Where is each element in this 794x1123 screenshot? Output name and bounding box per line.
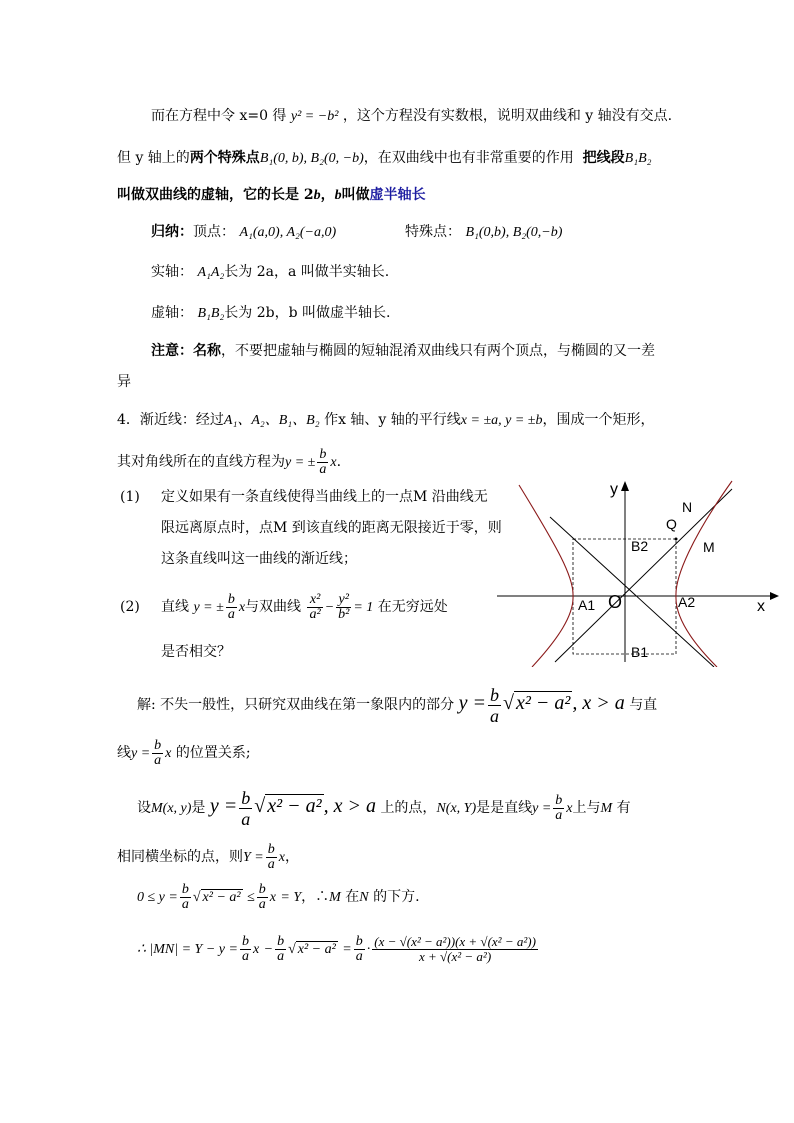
text: 是直线 [490,800,533,816]
text: . [336,454,342,470]
equation: y = ± [193,600,224,615]
text: 异 [117,374,131,390]
sqrt: x² − a² [202,890,241,905]
p2-line [161,585,448,630]
text: 叫做 [341,187,370,203]
equation: N(x, Y) [436,801,477,816]
label-n: N [682,499,693,515]
text: 线 [117,745,131,761]
label-a1: A1 [578,597,596,613]
bold-text: 两个特殊点 [189,150,260,166]
numerator: b [181,881,189,897]
text: 其对角线所在的直线方程为 [117,454,285,470]
numerator: b [227,591,235,607]
fraction [257,883,268,912]
fraction [240,935,251,964]
line-9 [117,410,654,431]
var: N [359,890,369,905]
equation: A₁(a,0), A₂(−a,0) [239,225,337,240]
var: b [313,188,321,203]
text: (2) [120,599,140,615]
text: 解: 不失一般性，只研究双曲线在第一象限内的部分 [137,697,455,713]
text: 的位置关系; [175,745,251,761]
line-3 [117,185,426,206]
denominator: a [319,461,327,477]
fraction [180,883,191,912]
var: x [566,801,573,816]
text: 长为 2b，b 叫做虚半轴长. [224,305,391,321]
sol-1: 解: 不失一般性，只研究双曲线在第一象限内的部分 y = $\frac{b}{a}$ √ x² − a² , x > a 与直 [137,684,658,726]
denominator: a [241,808,251,829]
fraction [488,685,501,726]
text: 是 [476,800,491,816]
line-4b [405,222,562,243]
equation: 0 ≤ y = [137,890,178,905]
text: 而在方程中令 x=0 得 [151,108,287,124]
text: ， [320,187,335,203]
label-a2: A2 [678,594,696,610]
label-x: x [757,598,765,615]
point-q [675,538,678,541]
equation: y = ± [285,455,316,470]
fraction [372,935,538,964]
equation: M(x, y) [151,801,192,816]
operator: · [366,942,371,957]
equation: y = [458,692,486,714]
text: 上的点， [380,800,437,816]
operator: = [342,942,352,957]
sol-4 [117,838,299,877]
equation: y² = −b² [290,109,339,124]
equation: B₁B₂ [197,306,225,321]
equation: Y = [243,850,264,865]
p2-l2 [161,642,231,662]
denominator: a [227,606,235,622]
numerator: b [154,737,162,753]
text: x 轴、y 轴的平行线 [338,412,461,428]
equation: B₁B₂ [624,151,652,166]
numerator: b [258,881,266,897]
numerator: b [241,933,249,949]
line-4 [151,222,336,243]
denominator: a [267,856,275,872]
p1-l3 [161,549,357,569]
line-5 [151,262,389,283]
text: 在无穷远处 [377,599,448,615]
text: 限远离原点时，点M 到该直线的距离无限接近于零，则 [161,520,502,536]
text: 设 [137,800,151,816]
equation: y = [532,801,552,816]
text: 相同横坐标的点，则 [117,849,243,865]
operator: − [263,942,274,957]
text: 直线 [161,599,189,615]
numerator: b [555,792,563,808]
denominator: a [490,705,499,726]
text: ，在双曲线中也有非常重要的作用 [363,150,574,166]
text: 是否相交？ [161,644,231,660]
var: x [165,746,172,761]
line-7 [151,341,655,361]
numerator: b [267,841,275,857]
sol-6: ∴ |MN| = Y − y = $\frac{b}{a}$ x − $\frac{b}{a}$ √ x² − a² = $\frac{b}{a}$ · $\frac{\text{(x − √(x² − a²))(x + √(x² − a²))}}{\text{x + √(x² − a²)}}$ [137,933,536,964]
equation: ∴ |MN| = Y − y = [137,942,238,957]
fraction [336,593,351,622]
var: M [600,801,613,816]
text: 实轴： [151,264,193,280]
var: x [278,850,285,865]
fraction [317,448,328,477]
sqrt: x² − a² [297,942,336,957]
equation: y = [131,746,151,761]
text: ，围成一个矩形， [542,412,655,428]
label-b1: B1 [631,644,649,660]
numerator: b [355,933,363,949]
label-m: M [703,539,715,555]
denominator: a [181,896,189,912]
text: 这条直线叫这一曲线的渐近线； [161,551,357,567]
var: M [329,890,341,905]
numerator: b [241,787,251,808]
sol-2 [117,734,251,773]
line-8 [117,372,131,392]
text: 虚轴： [151,305,193,321]
line-2 [117,148,652,169]
numerator: y² [336,593,351,608]
p2-num [120,597,140,617]
var: b [334,188,342,203]
var: x [238,600,246,615]
text: 顶点： [193,224,235,240]
fraction [152,739,163,768]
text: 与双曲线 [245,599,302,615]
fraction [226,593,237,622]
p1-l2 [161,518,502,538]
operator: − [324,600,335,615]
line-6 [151,303,390,324]
text: 特殊点： [405,224,461,240]
numerator: x² [307,593,322,608]
equation: y = [209,795,238,817]
fraction [266,843,277,872]
text: 有 [616,800,631,816]
condition: , x > a [323,795,376,817]
denominator: a [154,752,162,768]
text: 是 [191,800,206,816]
text: ，这个方程没有实数根，说明双曲线和 y 轴没有交点. [342,108,673,124]
label-o: O [608,592,623,612]
numerator: b [319,446,327,462]
equation: = Y [280,890,302,905]
denominator: a [355,948,363,964]
text: 与直 [629,697,658,713]
fraction [354,935,365,964]
denominator: a [241,948,249,964]
numerator: b [277,933,285,949]
blue-term: 虚半轴长 [369,187,426,203]
fraction [239,788,252,829]
text: 叫做双曲线的虚轴，它的长是 2 [117,187,314,203]
label-y: y [610,481,618,498]
operator: ≤ [247,890,255,905]
equation: B₁(0,b), B₂(0,−b) [465,225,563,240]
denominator: a [258,896,266,912]
bold-text: 归纳： [151,224,193,240]
text: ， [284,849,299,865]
bold-text: 把线段 [582,150,625,166]
text: 长为 2a，a 叫做半实轴长. [224,264,390,280]
var: x [330,455,337,470]
text: 定义如果有一条直线使得当曲线上的一点M 沿曲线无 [161,489,488,505]
text: 但 y 轴上的 [117,150,190,166]
denominator: a² [309,606,321,622]
text: ，∴ [301,889,330,905]
equation: x = ±a, y = ±b [460,413,543,428]
label-q: Q [666,516,677,532]
equation: = 1 [353,600,374,615]
equation: A₁、A₂、B₁、B₂ [223,413,320,428]
text: 在 [345,889,360,905]
hyperbola-left-branch [519,485,573,667]
equation: B₁(0, b), B₂(0, −b) [259,151,364,166]
bold-text: 注意：名称 [151,343,221,359]
fraction [553,794,564,823]
line-1 [151,106,672,127]
fraction [307,593,322,622]
hyperbola-figure [492,477,782,667]
text: 的下方. [373,889,420,905]
sol-5: 0 ≤ y = $\frac{b}{a}$ √ x² − a² ≤ $\frac{b}{a}$ x = Y，∴M 在N 的下方. [137,881,420,912]
x-axis-arrow [770,592,779,600]
p1-num [120,487,140,507]
equation: A₁A₂ [197,265,225,280]
label-b2: B2 [631,538,649,554]
text: 4．渐近线：经过 [117,412,224,428]
sqrt: x² − a² [267,795,322,817]
p1-l1 [161,487,488,507]
var: x [252,942,260,957]
numerator: (x − √(x² − a²))(x + √(x² − a²)) [374,933,536,949]
numerator: b [490,684,499,705]
fraction [275,935,286,964]
denominator: x + √(x² − a²) [418,948,492,964]
denominator: b² [338,606,350,622]
text: ，不要把虚轴与椭圆的短轴混淆双曲线只有两个顶点，与椭圆的又一差 [221,343,655,359]
denominator: a [555,807,563,823]
denominator: a [277,948,285,964]
y-axis-arrow [621,481,629,491]
text: 上与 [572,800,601,816]
condition: , x > a [572,692,625,714]
line-10 [117,442,341,483]
text: (1) [120,489,140,505]
sol-3: 设M(x, y)是 y = $\frac{b}{a}$ √ x² − a² , x > a 上的点，N(x, Y)是是直线y = $\frac{b}{a}$ x上与M 有 [137,787,631,829]
asymptote-positive [555,489,732,662]
var: x [269,890,276,905]
text: 作 [324,412,339,428]
sqrt: x² − a² [515,692,571,714]
